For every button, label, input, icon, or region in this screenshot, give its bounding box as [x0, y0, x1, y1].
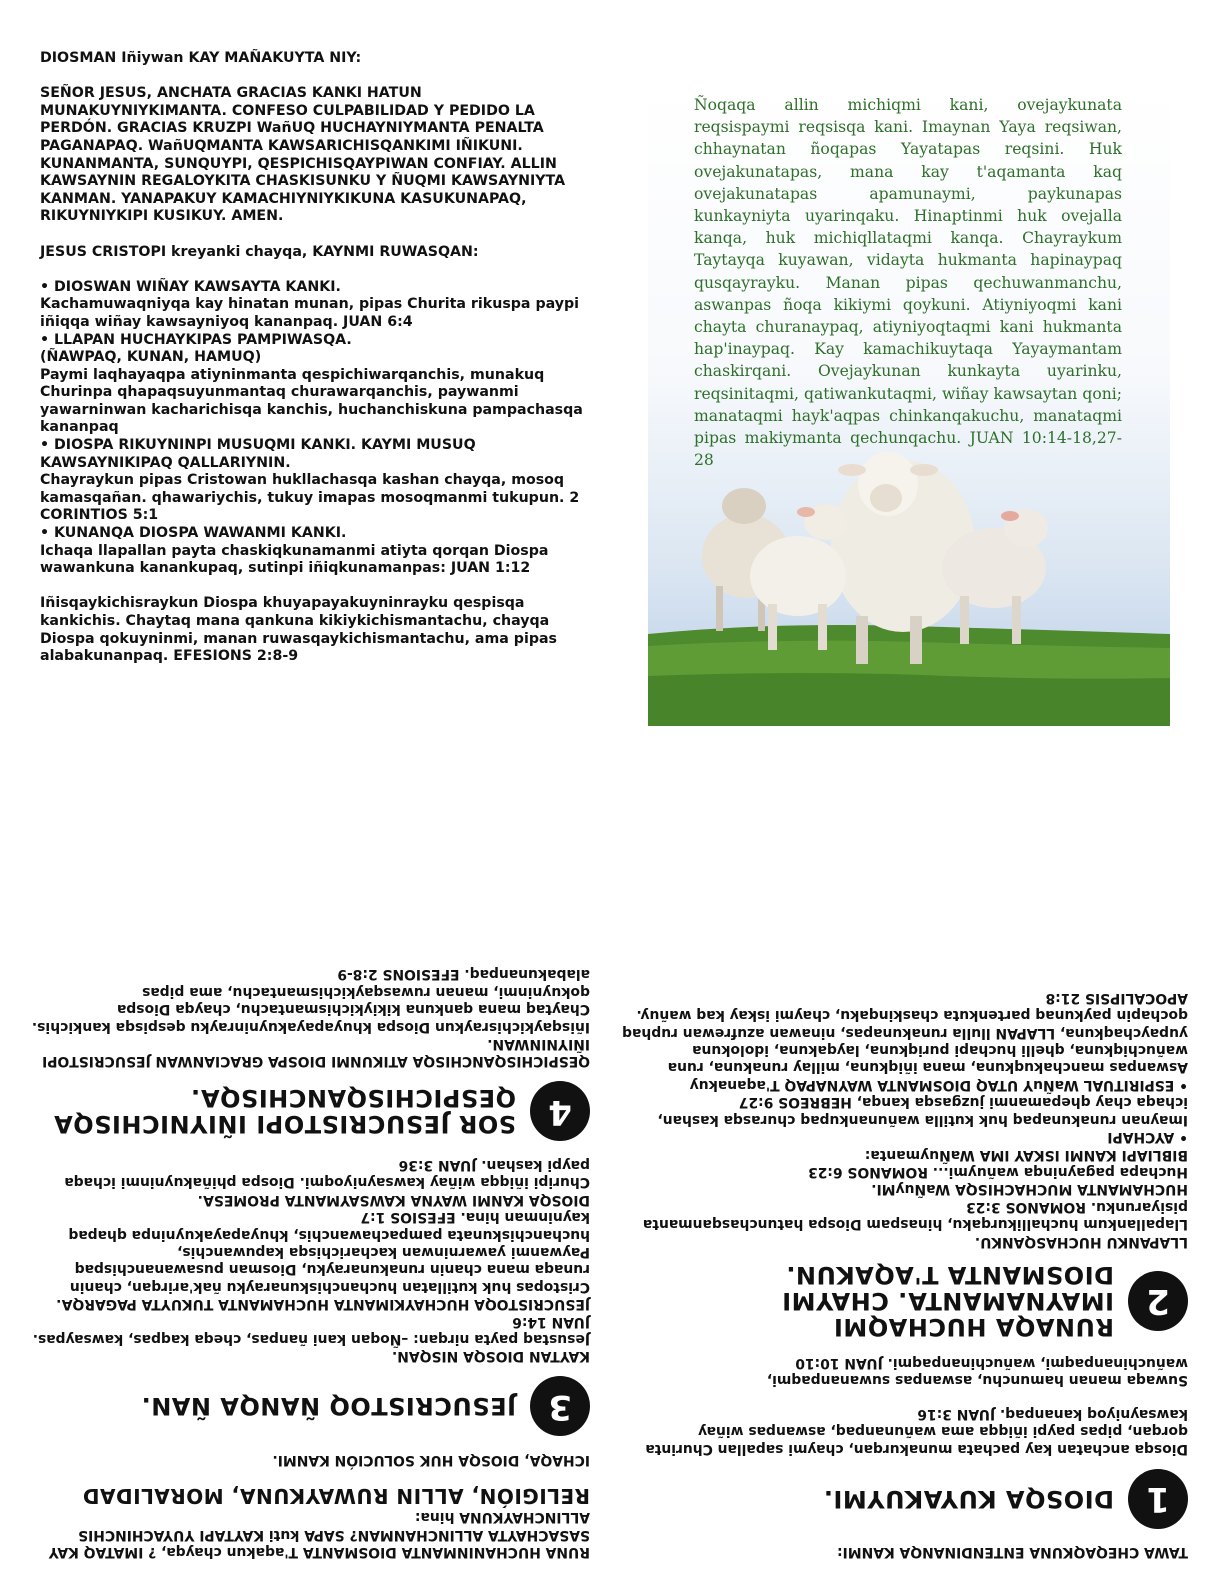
step-1-text: Diosqa anchatan kay pachata munakurqan, chaymi sapallan Churinta qorqan, pipas paypi iñiqqa ama wañunanpaq, aswanpas wiñay kawsayniyoq kananpaq. JUAN 3:16 [645, 1405, 1188, 1457]
bullet-4-text: Ichaqa llapallan payta chaskiqkunamanmi atiyta qorqan Diospa wawankuna kanankupaq, sutinpi iñiqkunamanpas: JUAN 1:12 [40, 542, 549, 577]
step-2-text-6: Imaynan runakunapaq huk kutilla wañunankupaq churasqa kashan, ichaqa chay qhepamanmi juzgasqa kanqa, HEBREOS 9:27 [657, 1094, 1188, 1128]
step-2-text-7: • ESPIRITUAL WaÑuY UTAQ DIOSMANTA WAYNAPAQ T'aqanakuy [689, 1076, 1188, 1093]
solutions-conclusion: ICHAQA, DIOSQA HUK SOLUCIÓN KANMI. [272, 1451, 590, 1468]
bullet-4-title: • KUNANQA DIOSPA WAWANMI KANKI. [40, 525, 347, 542]
step-2 [618, 1262, 1188, 1340]
prayer-panel [40, 50, 600, 730]
solutions-intro: RUNA HUCHANINMANTA DIOSMANTA T'aqakun chayqa, ? IMATAQ KAY SASACHAYTA ALLINCHANMAN? SAPA kuti KAYTAPI YUYACHINCHIS ALLINCHAYKUNA hina: [48, 1509, 590, 1560]
step-1-title: DIOSQA KUYAKUYMI. [823, 1484, 1114, 1513]
step-4-text: Iñisqaykichisraykun Diospa khuyapayakuyninrayku qespisqa kankichis. Chaytaq mana qankuna kikiykichismantachu, chayqa Diospa qokuyninmi, manan ruwasqaykichismantachu, ama pipas alabakunanpaq. EFESIONS 2:8-9 [31, 966, 590, 1035]
bullet-1-title: • DIOSWAN WIÑAY KAWSAYTA KANKI. [40, 278, 341, 295]
step-2-text-1: Llapallankum huchallikurqaku, hinaspam Diospa hatunchasqanmanta pisiyarunku. ROMANOS 3:23 [642, 1198, 1188, 1233]
prayer-heading: DIOSMAN Iñiywan KAY MAÑAKUYTA NIY: [40, 50, 362, 66]
four-truths-intro: TAWA CHEQAQKUNA ENTENDINANQA KANMI: [837, 1544, 1188, 1560]
step-3-subtitle: KAYTAN DIOSQA NISQAN. [391, 1348, 590, 1365]
step-3-text-6: Churipi iñiqqa wiñay kawsayniyoqmi. Diospa phiñakuyninmi ichaqa paypi kashan. JUAN 3:36 [64, 1156, 590, 1191]
step-3-text-4: Paywanmi yawarninwan kacharichisqa kapuwanchis, huchanchiskunata pampachawanchis, khuyapayakuyninpa qhapaq kayninman hina. EFESIOS 1:7 [68, 1209, 590, 1260]
bullet-2-subtitle: (ÑAWPAQ, KUNAN, HAMUQ) [40, 349, 262, 366]
step-3 [30, 1376, 590, 1436]
step-2-text-8: Aswanpas manchakuqkuna, mana iñiqkuna, millay runakuna, runa wañuchiqkuna, qhelli huchapi puriqkuna, layqakuna, idolokuna yupaychaqkuna, LLAPAN llulla runakunapas, ninawan azufrewan ruphaq qochapin paykunaq partenkuta chaskinqaku, chaymi iskay kaq wañuy. APOCALIPSIS 21:8 [622, 989, 1188, 1076]
bullet-2-title: • LLAPAN HUCHAYKIPAS PAMPIWASQA. [40, 331, 352, 348]
step-4-subtitle: QESPICHISQANCHISQA ATIKUNMI DIOSPA GRACIANWAN JESUCRISTOPI IÑIYNINWAN. [42, 1036, 590, 1070]
step-2-text-3: Huchapa pagayninqa wañuymi... ROMANOS 6:23 [808, 1163, 1188, 1180]
step-4-title: SOR JESUCRISTOPI IÑIYNICHISQA QESPICHISQANCHISQA. [53, 1084, 516, 1139]
step-2-number: 2 [1128, 1271, 1188, 1331]
solutions-list: RELIGIÓN, ALLIN RUWAYKUNA, MORALIDAD [82, 1483, 590, 1508]
step-3-text-2: JESUCRISTOQA HUCHAYKIMANTA HUCHAMANTA TUKUYTA PAGARQA. [56, 1296, 590, 1313]
step-2-subtitle: LLAPANKU HUCHASQANKU. [974, 1233, 1188, 1250]
step-3-text-3: Cristopas huk kutillatan huchanchiskunarayku ñak'arirqan, chanin runaqa mana chanin runakunarayku, Diosman pusawananchispaq [69, 1261, 590, 1295]
step-4-number: 4 [530, 1082, 590, 1142]
step-3-number: 3 [530, 1376, 590, 1436]
step-1 [618, 1469, 1188, 1529]
step-1-number: 1 [1128, 1469, 1188, 1529]
sheep-panel [648, 86, 1170, 726]
step-2-text-5: • AYCHAPI [1107, 1129, 1188, 1146]
steps-1-2-panel [618, 790, 1188, 1560]
bullet-2-text: Paymi laqhayaqpa atiyninmanta qespichiwarqanchis, munakuq Churinpa qhapaqsuyunmantaq churawarqanchis, paywanmi yawarninwan kacharichisqa kanchis, huchanchiskuna pampachasqa kananpaq [40, 366, 583, 436]
bullet-1-text: Kachamuwaqniyqa kay hinatan munan, pipas Churita rikuspa paypi iñiqqa wiñay kawsayniyoq kananpaq. JUAN 6:4 [40, 296, 579, 330]
steps-3-4-panel [30, 790, 590, 1560]
step-4 [30, 1082, 590, 1142]
step-2-title: RUNAQA HUCHAQMI IMAYNAMANTA. CHAYMI DIOSMANTA T'AQAKUN. [781, 1260, 1114, 1341]
bullet-3-text: Chayraykun pipas Cristowan hukllachasqa kashan chayqa, mosoq kamasqañan. qhawariychis, tukuy imapas mosoqmanmi tukupun. 2 CORINTIOS 5:1 [40, 472, 580, 524]
good-shepherd-verse: Ñoqaqa allin michiqmi kani, ovejaykunata reqsispaymi reqsisqa kani. Imaynan Yaya reqsiwan, chhaynatan ñoqapas Yayatapas reqsini. Huk ovejakunatapas, mana kay t'aqamanta kaq ovejakunatapas apamunaymi, paykunapas kunkayniyta uyarinqaku. Hinaptinmi huk ovejalla kanqa, huk michiqllataqmi kanqa. Chayraykum Taytayqa kuyawan, vidayta hukmanta hapinaypaq qusqayrayku. Manan pipas qechuwanmanchu, aswanpas ñoqa kikiymi qoykuni. Atiyniyoqmi kani chayta churanaypaq, atiyniyoqtaqmi kani hukmanta hap'inaypaq. Kay kamachikuytaqa Yayaymantam chaskirqani. Ovejaykunan kunkayta uyarinku, reqsinitaqmi, qatiwankutaqmi, wiñay kawsaytan qoni; manataqmi hayk'aqpas chinkanqakuchu, manataqmi pipas makiymanta qechunqachu. JUAN 10:14-18,27-28 [694, 96, 1122, 470]
step-1-text-2: Suwaqa manan hamunchu, aswanpas suwananpaqmi, wañuchinanpaqmi, wañuchinanpaqmi. JUAN 10:10 [766, 1354, 1188, 1389]
prayer-body: SEÑOR JESUS, ANCHATA GRACIAS KANKI HATUN MUNAKUYNIYKIMANTA. CONFESO CULPABILIDAD Y PEDIDO LA PERDÓN. GRACIAS KRUZPI WañUQ HUCHAYNIYMANTA PENALTA PAGANAPAQ. WañUQMANTA KAWSARICHISQANKIMI IÑIKUNI. KUNANMANTA, SUNQUYPI, QESPICHISQAYPIWAN CONFIAY. ALLIN KAWSAYNIN REGALOYKITA CHASKISUNKU Y ÑUQMI KAWSAYNIYTA KANMAN. YANAPAKUY KAMACHIYNIYKIKUNA KASUKUNAPAQ, RIKUYNIYKIPI KUSIKUY. AMEN. [40, 85, 566, 225]
step-3-text-1: Jesustaq payta nirqan: –Ñoqan kani ñanpas, cheqa kaqpas, kawsaypas. JUAN 14:6 [32, 1313, 590, 1347]
closing-verse: Iñisqaykichisraykun Diospa khuyapayakuyninrayku qespisqa kankichis. Chaytaq mana qankuna kikiykichismantachu, chayqa Diospa qokuyninmi, manan ruwasqaykichismantachu, ama pipas alabakunanpaq. EFESIONS 2:8-9 [40, 595, 557, 665]
results-heading: JESUS CRISTOPI kreyanki chayqa, KAYNMI RUWASQAN: [40, 243, 479, 260]
step-3-text-5: DIOSQA KANMI WAYNA KAWSAYMANTA PROMESA. [197, 1191, 590, 1208]
step-2-text-2: HUCHAMANTA MUCHACHISQA WaÑuyMI. [871, 1181, 1188, 1198]
step-2-text-4: BIBLIAPI KANMI ISKAY IMA WaÑuymanta: [864, 1146, 1188, 1163]
step-3-title: JESUCRISTOQ ÑANQA ÑAN. [141, 1392, 516, 1421]
bullet-3-title: • DIOSPA RIKUYNINPI MUSUQMI KANKI. KAYMI MUSUQ KAWSAYNIKIPAQ QALLARIYNIN. [40, 437, 476, 471]
